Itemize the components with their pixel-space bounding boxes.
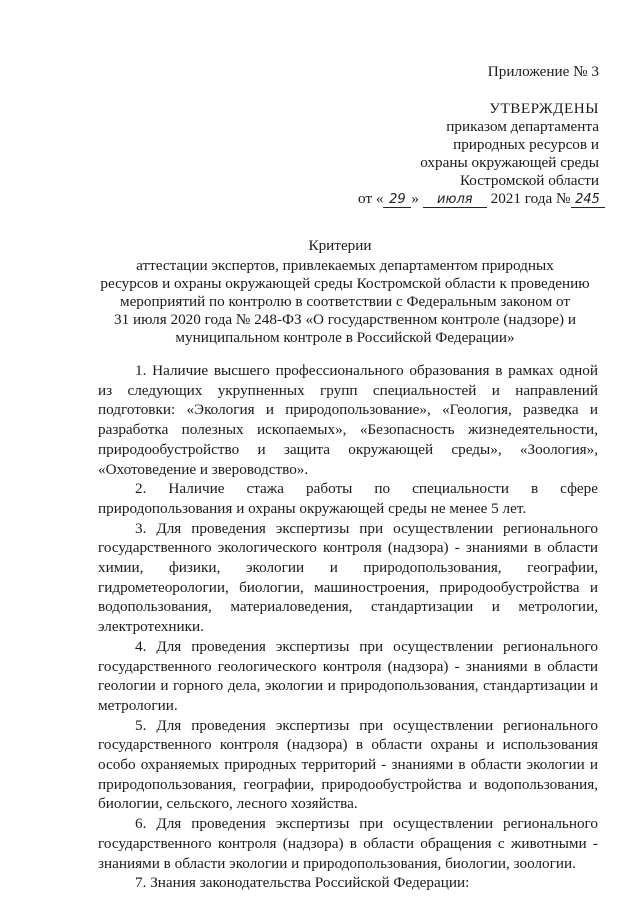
criterion-3: 3. Для проведения экспертизы при осуществлении регионального государственного экологического контроля (надзора) - знаниями в области химии, физики, экологии и природопользования, географии, гидрометеорологии, биологии, машиностроения, природообустройства и водопользования, материаловедения, стандартизации и метрологии, электротехники. xyxy=(98,519,598,636)
document-title: Критерии xyxy=(308,237,372,254)
title-line-2: ресурсов и охраны окружающей среды Костромской области к проведению xyxy=(100,275,590,292)
approval-line-3: охраны окружающей среды xyxy=(420,154,599,171)
criterion-1: 1. Наличие высшего профессионального образования в рамках одной из следующих укрупненных групп специальностей и направлений подготовки: «Экология и природопользование», «Геология, разведка и разработка полезных ископаемых», «Безопасность жизнедеятельности, природообустройство и защита окружающей среды», «Зоология», «Охотоведение и звероводство». xyxy=(98,362,598,478)
approval-line-4: Костромской области xyxy=(459,172,599,189)
criterion-2: 2. Наличие стажа работы по специальности в сфере природопользования и охраны окружающей среды не менее 5 лет. xyxy=(98,480,598,517)
approval-line-1: приказом департамента xyxy=(446,118,599,135)
approval-date-line xyxy=(358,190,605,208)
criterion-6: 6. Для проведения экспертизы при осуществлении регионального государственного контроля (надзора) в области обращения с животными - знаниями в области экологии и природопользования, биологии, зоологии. xyxy=(98,815,598,872)
order-number: 245 xyxy=(571,193,605,208)
criterion-4: 4. Для проведения экспертизы при осуществлении регионального государственного геологического контроля (надзора) - знаниями в области геологии и горного дела, экологии и природопользования, стандартизации и метрологии. xyxy=(98,637,598,714)
approved-heading: УТВЕРЖДЕНЫ xyxy=(489,100,599,117)
criterion-7: 7. Знания законодательства Российской Федерации: xyxy=(135,874,470,892)
title-line-4: 31 июля 2020 года № 248-ФЗ «О государственном контроле (надзоре) и xyxy=(114,311,576,328)
criterion-5: 5. Для проведения экспертизы при осуществлении регионального государственного контроля (надзора) в области охраны и использования особо охраняемых природных территорий - знаниями в области экологии и природопользования, географии, природообустройства и водопользования, биологии, сельского, лесного хозяйства. xyxy=(98,716,598,813)
date-day: 29 xyxy=(383,193,411,208)
title-line-3: мероприятий по контролю в соответствии с Федеральным законом от xyxy=(119,293,571,310)
title-line-5: муниципальном контроле в Российской Федерации» xyxy=(175,329,515,346)
criteria-list xyxy=(98,361,598,893)
date-middle: » xyxy=(411,190,420,207)
title-line-1: аттестации экспертов, привлекаемых департаментом природных xyxy=(136,257,554,274)
date-prefix: от « xyxy=(358,190,384,207)
date-year-text: 2021 года № xyxy=(490,190,571,207)
approval-line-2: природных ресурсов и xyxy=(453,136,599,153)
appendix-label: Приложение № 3 xyxy=(487,63,599,80)
date-month: июля xyxy=(423,193,487,208)
